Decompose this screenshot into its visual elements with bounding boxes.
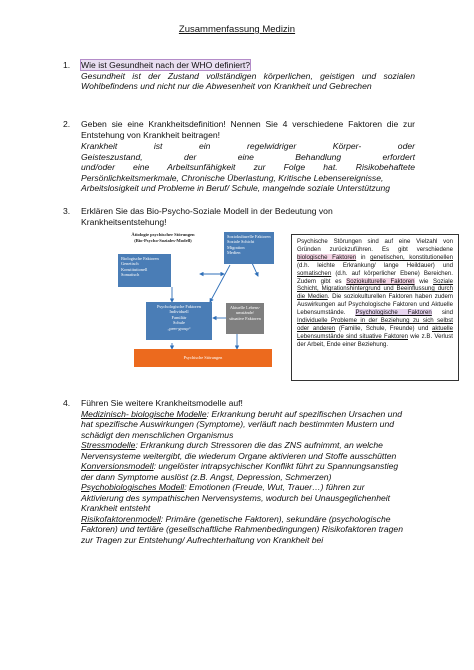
- text-run: (Familie, Schule, Freunde) und: [335, 324, 432, 332]
- question-4: [63, 398, 415, 558]
- box-line: umstände/: [235, 310, 255, 316]
- box-line: Genetisch: [121, 261, 139, 267]
- text-run: (d.h. auf körperlicher Ebene) Bereichen. Zudem gibt es: [297, 269, 453, 285]
- model-name: Medizinisch- biologische Modelle: [81, 408, 207, 419]
- question-number: 4.: [63, 398, 71, 408]
- box-line: Aktuelle Lebens-: [229, 305, 261, 310]
- psychological-disorders-box: [134, 349, 272, 367]
- model-entry: [81, 461, 415, 472]
- question-3: [63, 206, 415, 230]
- question-text: Erklären Sie das Bio-Psycho-Soziale Modell in der Bedeutung von: [81, 206, 333, 216]
- box-line: Soziokulturelle Faktoren: [227, 234, 271, 239]
- model-text: : Erkrankung durch Stressoren die das ZNS aufnimmt, an welche: [135, 440, 383, 450]
- model-text: : Primäre (genetische Faktoren), sekundäre (psychologische: [160, 513, 391, 524]
- question-text: Krankheitsentstehung!: [81, 216, 167, 227]
- model-text-line: der dann Symptome auslöst (z.B. Angst, Depression, Schmerzen): [81, 471, 332, 482]
- model-name: Risikofaktorenmodell: [81, 513, 161, 524]
- explanation-textbox: [291, 234, 459, 381]
- underlined-term: Soziale Schicht, Migrationshintergrund und Beeinflussung durch die Medien: [297, 277, 454, 301]
- text-run: . Die soziokulturellen Faktoren haben zudem Auswirkungen auf Psychologische Faktoren und Aktuelle Lebensumstände.: [297, 293, 453, 317]
- model-text-line: schädigt den menschlichen Organismus: [81, 429, 234, 440]
- box-line: Familiär: [171, 314, 187, 320]
- model-entry: [81, 440, 415, 451]
- underlined-term: aktuelle Lebensumstände sind situative Faktoren: [297, 324, 453, 340]
- box-line: Konstitutionell: [121, 266, 148, 272]
- underlined-term: somatischen: [297, 269, 332, 277]
- model-name: Psychobiologisches Modell: [81, 482, 185, 492]
- text-run: sind: [431, 309, 453, 317]
- model-entry: [81, 514, 415, 525]
- model-text-line: hat spezifische Auswirkungen (Symptome), verläuft nach bestimmten Mustern und: [81, 419, 395, 429]
- psychological-factors-box: [146, 302, 212, 340]
- box-line: situative Faktoren: [229, 315, 261, 321]
- answer-line: Krankheit ist ein regelwidriger Körper- oder: [81, 141, 415, 151]
- highlighted-term: Soziokulturelle Faktoren: [346, 277, 415, 285]
- answer-line: Gesundheit ist der Zustand vollständigen körperlichen, geistigen und sozialen: [81, 70, 415, 81]
- model-text: : Erkrankung beruht auf spezifischen Ursachen und: [206, 408, 403, 419]
- answer-line: und/oder eine Arbeitsunfähigkeit zur Folge hat. Risikobehaftete: [81, 162, 415, 172]
- model-text-line: Nervensysteme weitergibt, die wiederum Organe aktivieren und Stoffe ausschütten: [81, 450, 397, 461]
- diagram-title-line: Ätiologie psychischer Störungen: [131, 232, 195, 237]
- model-name: Konversionsmodell: [81, 461, 154, 471]
- underlined-term: genetischen, konstitutionellen: [370, 253, 453, 261]
- highlighted-term: Psychologische Faktoren: [355, 309, 432, 317]
- box-line: Somatisch: [121, 272, 140, 278]
- model-text-line: Krankheit entsteht: [81, 503, 151, 513]
- box-line: „peer-group“: [167, 325, 191, 331]
- bio-psycho-social-diagram: [112, 232, 284, 370]
- question-2: [63, 119, 415, 199]
- box-line: Migration: [227, 244, 245, 250]
- model-text-line: Faktoren) und tertiäre (gesellschaftliche Rahmenbedingungen) Risikofaktoren tragen: [81, 524, 403, 534]
- text-run: wie: [414, 277, 434, 285]
- page-title: Zusammenfassung Medizin: [178, 24, 296, 35]
- model-text: : Emotionen (Freude, Wut, Trauer…) führen zur: [184, 482, 365, 492]
- box-line: Soziale Schicht: [227, 239, 255, 245]
- diagram-title-line: (Bio-Psycho-Soziales-Modell): [134, 237, 192, 243]
- life-circumstances-box: [226, 303, 264, 334]
- text-run: (d.h. leichte Erkrankung/ lange Heildauer) und: [297, 261, 453, 269]
- answer-line: Wohlbefindens und nicht nur die Abwesenheit von Krankheit und Gebrechen: [81, 81, 372, 91]
- question-text: Geben sie eine Krankheitsdefinition! Nennen Sie 4 verschiedene Faktoren die zur: [81, 119, 415, 129]
- question-number: 3.: [63, 206, 71, 216]
- text-run: Psychische Störungen sind auf eine Vielzahl von Gründen zurückzuführen. Es gibt verschiedene: [297, 238, 453, 253]
- box-line: Individuell: [169, 309, 189, 315]
- model-name: Stressmodelle: [81, 440, 136, 450]
- model-entry: [81, 482, 415, 493]
- box-label: Psychische Störungen: [183, 355, 223, 360]
- text-run: in: [356, 253, 371, 261]
- model-entry: [81, 409, 415, 420]
- question-text: Entstehung von Krankheit beitragen!: [81, 129, 221, 140]
- question-number: 1.: [63, 60, 71, 70]
- box-line: Schule: [173, 320, 185, 326]
- underlined-term: Individuelle Probleme in der Beziehung zu sich selbst oder anderen: [297, 317, 453, 332]
- box-line: Psychologische Faktoren: [156, 304, 202, 309]
- answer-line: Persönlichkeitsmerkmale, Chronische Überlastung, Kritische Lebensereignisse,: [81, 172, 384, 183]
- question-number: 2.: [63, 119, 71, 129]
- sociocultural-factors-box: [224, 232, 274, 264]
- box-line: Medien: [227, 250, 241, 256]
- question-1: [63, 60, 415, 100]
- question-text: Wie ist Gesundheit nach der WHO definiert?: [81, 60, 251, 70]
- box-line: Biologische Faktoren: [121, 256, 159, 261]
- answer-line: Geisteszustand, der eine Behandlung erfordert: [81, 151, 415, 162]
- text-run: wie z.B. Verlust der Arbeit, Ende einer Beziehung.: [297, 332, 453, 348]
- highlighted-term: biologische Faktoren: [297, 253, 357, 261]
- model-text-line: Aktivierung des sympathischen Nervensystems, wodurch bei Unausgeglichenheit: [81, 492, 391, 503]
- biological-factors-box: [118, 254, 171, 287]
- model-text-line: zur Tragen zur Entstehung/ Aufrechterhaltung von Krankheit bei: [81, 534, 324, 545]
- model-text: : ungelöster intrapsychischer Konflikt führt zu Spannungsanstieg: [153, 461, 399, 471]
- answer-line: Arbeitslosigkeit und Probleme in Beruf/ Schule, mangelnde soziale Unterstützung: [81, 183, 391, 193]
- question-text: Führen Sie weitere Krankheitsmodelle auf!: [81, 398, 243, 408]
